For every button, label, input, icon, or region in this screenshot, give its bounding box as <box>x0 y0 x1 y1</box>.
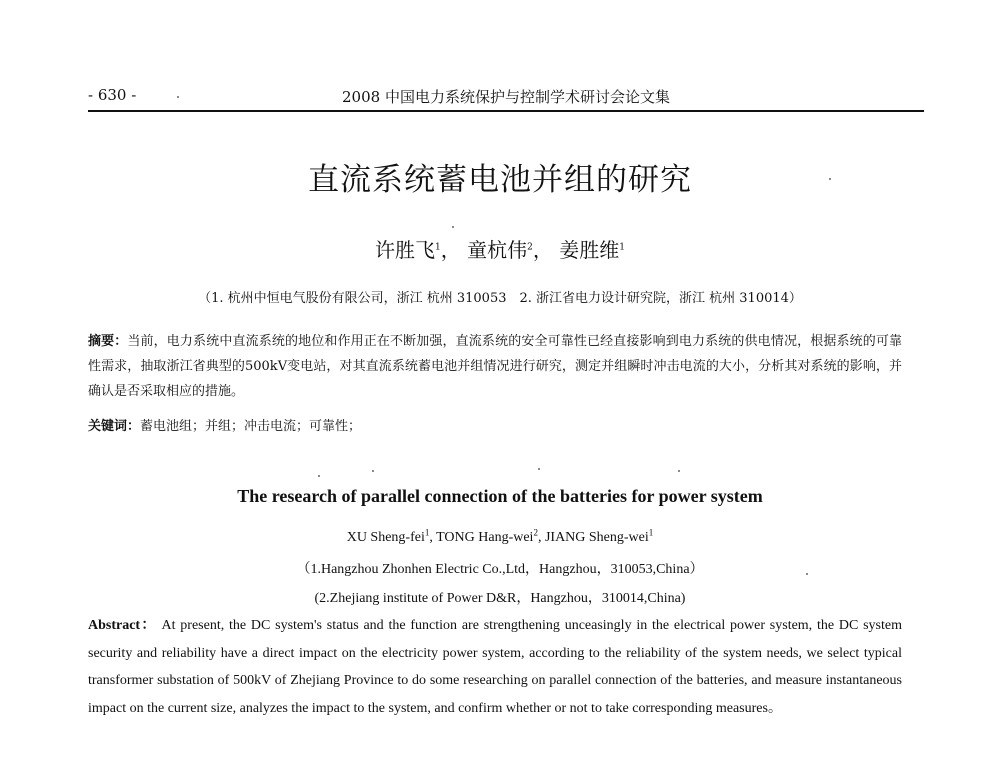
scan-speck <box>829 178 831 180</box>
scan-speck <box>318 475 320 477</box>
author-affil-marker: 1 <box>648 527 654 538</box>
abstract-cn <box>88 329 902 404</box>
author-name: 姜胜维 <box>559 238 620 262</box>
affiliation-en-2: (2.Zhejiang institute of Power D&R，Hangzhou，310014,China) <box>314 591 686 606</box>
page-header <box>88 84 924 112</box>
paper-title-cn: 直流系统蓄电池并组的研究 <box>308 162 692 198</box>
keywords-cn-text: 蓄电池组；并组；冲击电流；可靠性； <box>140 419 362 434</box>
author-name: JIANG Sheng-wei <box>544 530 649 545</box>
abstract-cn-label: 摘要： <box>88 334 128 349</box>
author-name: XU Sheng-fei <box>346 530 425 545</box>
abstract-en <box>88 612 902 722</box>
author-affil-marker: 1 <box>424 527 430 538</box>
abstract-en-label: Abstract： <box>88 618 157 633</box>
author-affil-marker: 2 <box>527 242 533 253</box>
affiliations-cn: （1. 杭州中恒电气股份有限公司，浙江 杭州 310053 2. 浙江省电力设计研究院，浙江 杭州 310014） <box>198 291 802 306</box>
page-number: - 630 - <box>88 86 137 104</box>
abstract-en-text: At present, the DC system's status and the function are strengthening unceasingly in the electrical power system, the DC system security and reliability have a direct impact on the electricity power system, according to the reliability of the system needs, we select typical transformer substation of 500kV of Zhejiang Province to do some researching on parallel connection of the batteries, and measure instantaneous impact on the current size, analyzes the impact to the system, and confirm whether or not to take corresponding measures。 <box>88 618 902 716</box>
scan-speck <box>452 226 454 228</box>
authors-cn: 许胜飞$^1$， 童杭伟$^2$， 姜胜维$^1$ <box>375 238 625 262</box>
scan-speck <box>372 470 374 472</box>
scan-speck <box>678 470 680 472</box>
paper-title-en: The research of parallel connection of the batteries for power system <box>237 486 763 506</box>
scan-speck <box>806 573 808 575</box>
scan-speck <box>177 96 179 98</box>
keywords-cn <box>88 415 902 434</box>
scan-speck <box>538 468 540 470</box>
author-name: 许胜飞 <box>375 238 436 262</box>
author-affil-marker: 1 <box>435 242 441 253</box>
affiliation-en-1: （1.Hangzhou Zhonhen Electric Co.,Ltd，Hangzhou，310053,China） <box>296 562 704 577</box>
author-name: TONG Hang-wei <box>436 530 534 545</box>
author-affil-marker: 2 <box>533 527 538 538</box>
authors-en: XU Sheng-fei$^1$, TONG Hang-wei$^2$, JIANG Sheng-wei$^1$ <box>346 527 654 545</box>
journal-title: 2008 中国电力系统保护与控制学术研讨会论文集 <box>342 88 670 106</box>
author-name: 童杭伟 <box>467 238 528 262</box>
keywords-cn-label: 关键词： <box>88 419 141 434</box>
author-affil-marker: 1 <box>619 242 625 253</box>
abstract-cn-text: 当前，电力系统中直流系统的地位和作用正在不断加强，直流系统的安全可靠性已经直接影响到电力系统的供电情况，根据系统的可靠性需求，抽取浙江省典型的500kV变电站，对其直流系统蓄电池并组情况进行研究，测定并组瞬时冲击电流的大小，分析其对系统的影响，并确认是否采取相应的措施。 <box>88 334 902 399</box>
